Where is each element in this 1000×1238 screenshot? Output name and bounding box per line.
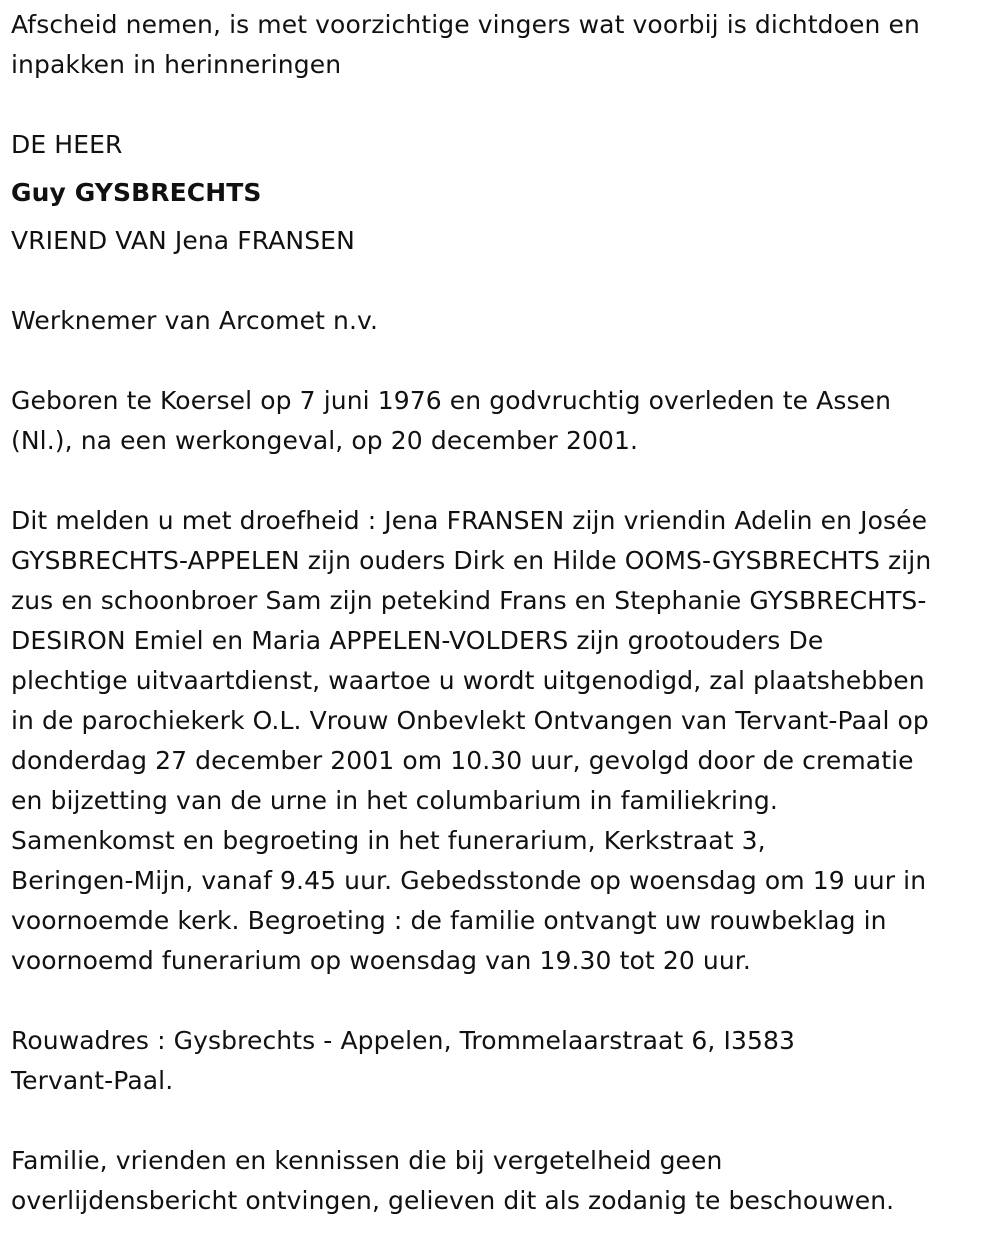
address-line-2: Tervant-Paal. bbox=[11, 1066, 174, 1095]
deceased-relation: VRIEND VAN Jena FRANSEN bbox=[11, 226, 355, 255]
announcement-line: voornoemd funerarium op woensdag van 19.30 tot 20 uur. bbox=[11, 946, 751, 975]
announcement-line: in de parochiekerk O.L. Vrouw Onbevlekt Ontvangen van Tervant-Paal op bbox=[11, 706, 929, 735]
closing-line-2: overlijdensbericht ontvingen, gelieven dit als zodanig te beschouwen. bbox=[11, 1186, 895, 1215]
closing-line-1: Familie, vrienden en kennissen die bij vergetelheid geen bbox=[11, 1146, 723, 1175]
deceased-name: Guy GYSBRECHTS bbox=[11, 178, 262, 207]
announcement-line: voornoemde kerk. Begroeting : de familie ontvangt uw rouwbeklag in bbox=[11, 906, 887, 935]
employer-line: Werknemer van Arcomet n.v. bbox=[11, 306, 379, 335]
announcement-line: plechtige uitvaartdienst, waartoe u wordt uitgenodigd, zal plaatshebben bbox=[11, 666, 925, 695]
announcement-line: GYSBRECHTS-APPELEN zijn ouders Dirk en Hilde OOMS-GYSBRECHTS zijn bbox=[11, 546, 932, 575]
birth-death-line-1: Geboren te Koersel op 7 juni 1976 en godvruchtig overleden te Assen bbox=[11, 386, 892, 415]
announcement-line: Samenkomst en begroeting in het funerarium, Kerkstraat 3, bbox=[11, 826, 766, 855]
announcement-line: DESIRON Emiel en Maria APPELEN-VOLDERS zijn grootouders De bbox=[11, 626, 824, 655]
intro-line-2: inpakken in herinneringen bbox=[11, 50, 342, 79]
address-line-1: Rouwadres : Gysbrechts - Appelen, Trommelaarstraat 6, I3583 bbox=[11, 1026, 796, 1055]
announcement-line: en bijzetting van de urne in het columbarium in familiekring. bbox=[11, 786, 778, 815]
deceased-title: DE HEER bbox=[11, 130, 123, 159]
birth-death-line-2: (Nl.), na een werkongeval, op 20 december 2001. bbox=[11, 426, 639, 455]
announcement-line: Dit melden u met droefheid : Jena FRANSEN zijn vriendin Adelin en Josée bbox=[11, 506, 928, 535]
announcement-line: donderdag 27 december 2001 om 10.30 uur, gevolgd door de crematie bbox=[11, 746, 914, 775]
announcement-line: zus en schoonbroer Sam zijn petekind Frans en Stephanie GYSBRECHTS- bbox=[11, 586, 927, 615]
announcement-line: Beringen-Mijn, vanaf 9.45 uur. Gebedsstonde op woensdag om 19 uur in bbox=[11, 866, 927, 895]
intro-line-1: Afscheid nemen, is met voorzichtige vingers wat voorbij is dichtdoen en bbox=[11, 10, 920, 39]
